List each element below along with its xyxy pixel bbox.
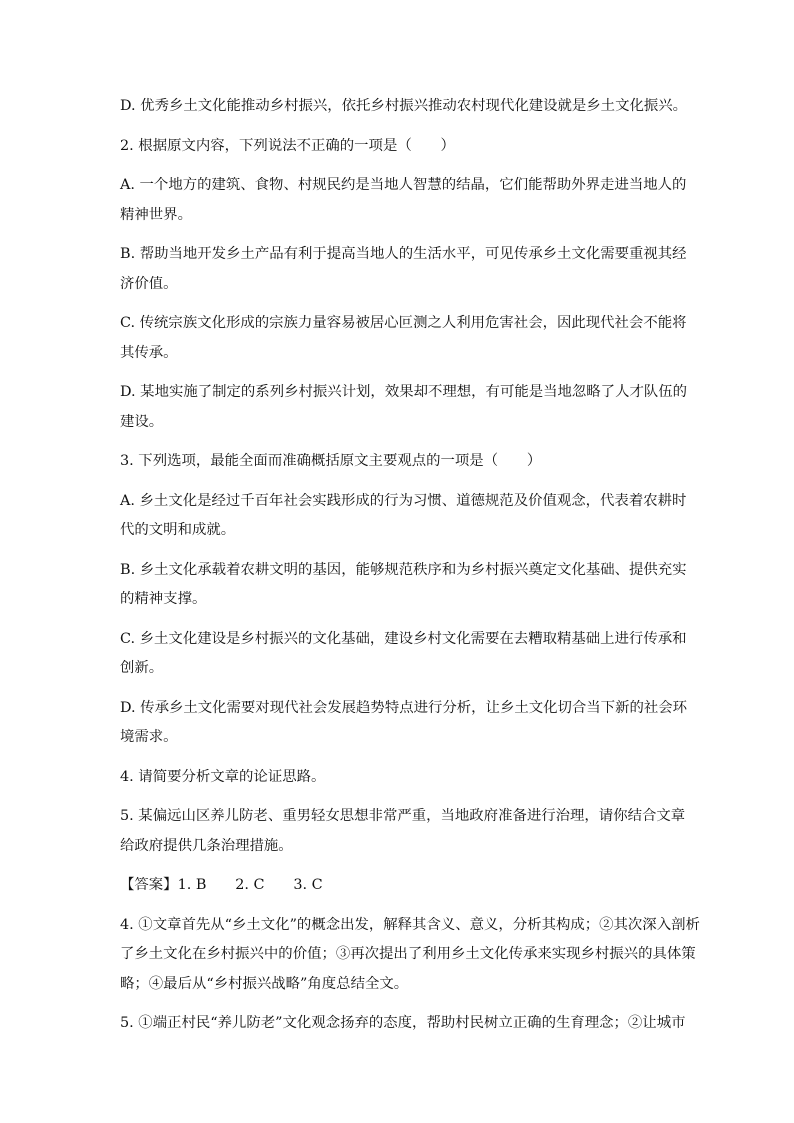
q3-option-c <box>120 625 687 684</box>
text-line: 5. ①端正村民“养儿防老”文化观念扬弃的态度，帮助村民树立正确的生育理念；②让城市 <box>120 1015 686 1031</box>
q2-option-d <box>120 378 688 437</box>
text-line: C. 传统宗族文化形成的宗族力量容易被居心叵测之人利用危害社会，因此现代社会不能将 <box>120 315 687 331</box>
text-line: 代的文明和成就。 <box>120 522 236 538</box>
text-line: 境需求。 <box>120 729 178 745</box>
text-line: 其传承。 <box>120 344 178 361</box>
q2-option-a <box>120 171 687 230</box>
text-line: 创新。 <box>120 660 164 676</box>
text-line: 4. ①文章首先从“乡土文化”的概念出发，解释其含义、意义，分析其构成；②其次深入剖析 <box>120 916 700 933</box>
text-line: C. 乡土文化建设是乡村振兴的文化基础，建设乡村文化需要在去糟取精基础上进行传承和 <box>120 630 687 647</box>
answer-4 <box>120 911 700 1000</box>
q3-option-a <box>120 487 687 546</box>
text-line: 5. 某偏远山区养儿防老、重男轻女思想非常严重，当地政府准备进行治理，请你结合文章 <box>120 808 686 824</box>
text-line: 了乡土文化在乡村振兴中的价值；③再次提出了利用乡土文化传承来实现乡村振兴的具体策 <box>120 946 696 962</box>
q5-stem <box>120 802 686 861</box>
answer-5 <box>120 1009 686 1039</box>
text-line: 4. 请简要分析文章的论证思路。 <box>120 768 326 785</box>
text-line: 建设。 <box>120 413 164 430</box>
text-line: 2. 根据原文内容，下列说法不正确的一项是（ ） <box>120 137 455 154</box>
text-line: A. 乡土文化是经过千百年社会实践形成的行为习惯、道德规范及价值观念，代表着农耕时 <box>120 492 687 509</box>
text-line: 3. 下列选项，最能全面而准确概括原文主要观点的一项是（ ） <box>120 453 542 469</box>
q3-stem <box>120 447 675 477</box>
answer-key <box>120 871 675 901</box>
q2-option-b <box>120 240 687 299</box>
text-line: 给政府提供几条治理措施。 <box>120 837 293 854</box>
text-line: 济价值。 <box>120 275 178 292</box>
text-line: B. 乡土文化承载着农耕文明的基因，能够规范秩序和为乡村振兴奠定文化基础、提供充实 <box>120 561 687 578</box>
q4-stem <box>120 763 675 793</box>
text-line: D. 某地实施了制定的系列乡村振兴计划，效果却不理想，有可能是当地忽略了人才队伍的 <box>120 384 688 400</box>
text-line: A. 一个地方的建筑、食物、村规民约是当地人智慧的结晶，它们能帮助外界走进当地人的 <box>120 177 687 193</box>
text-line: D. 传承乡土文化需要对现代社会发展趋势特点进行分析，让乡土文化切合当下新的社会环 <box>120 699 688 716</box>
q3-option-b <box>120 556 687 615</box>
q2-stem <box>120 132 675 162</box>
text-line: D. 优秀乡土文化能推动乡村振兴，依托乡村振兴推动农村现代化建设就是乡土文化振兴。 <box>120 98 688 114</box>
answer-values: 1. B 2. C 3. C <box>177 877 323 893</box>
text-line: 精神世界。 <box>120 206 192 223</box>
answer-line <box>120 871 675 901</box>
text-line: 略；④最后从“乡村振兴战略”角度总结全文。 <box>120 975 409 992</box>
text-line: B. 帮助当地开发乡土产品有利于提高当地人的生活水平，可见传承乡土文化需要重视其经 <box>120 246 687 262</box>
text-line: 的精神支撑。 <box>120 591 207 607</box>
document-content <box>120 92 700 1049</box>
q3-option-d <box>120 694 688 753</box>
answer-label: 【答案】 <box>120 877 178 893</box>
q2-option-c <box>120 309 687 368</box>
q1-option-d <box>120 92 688 122</box>
